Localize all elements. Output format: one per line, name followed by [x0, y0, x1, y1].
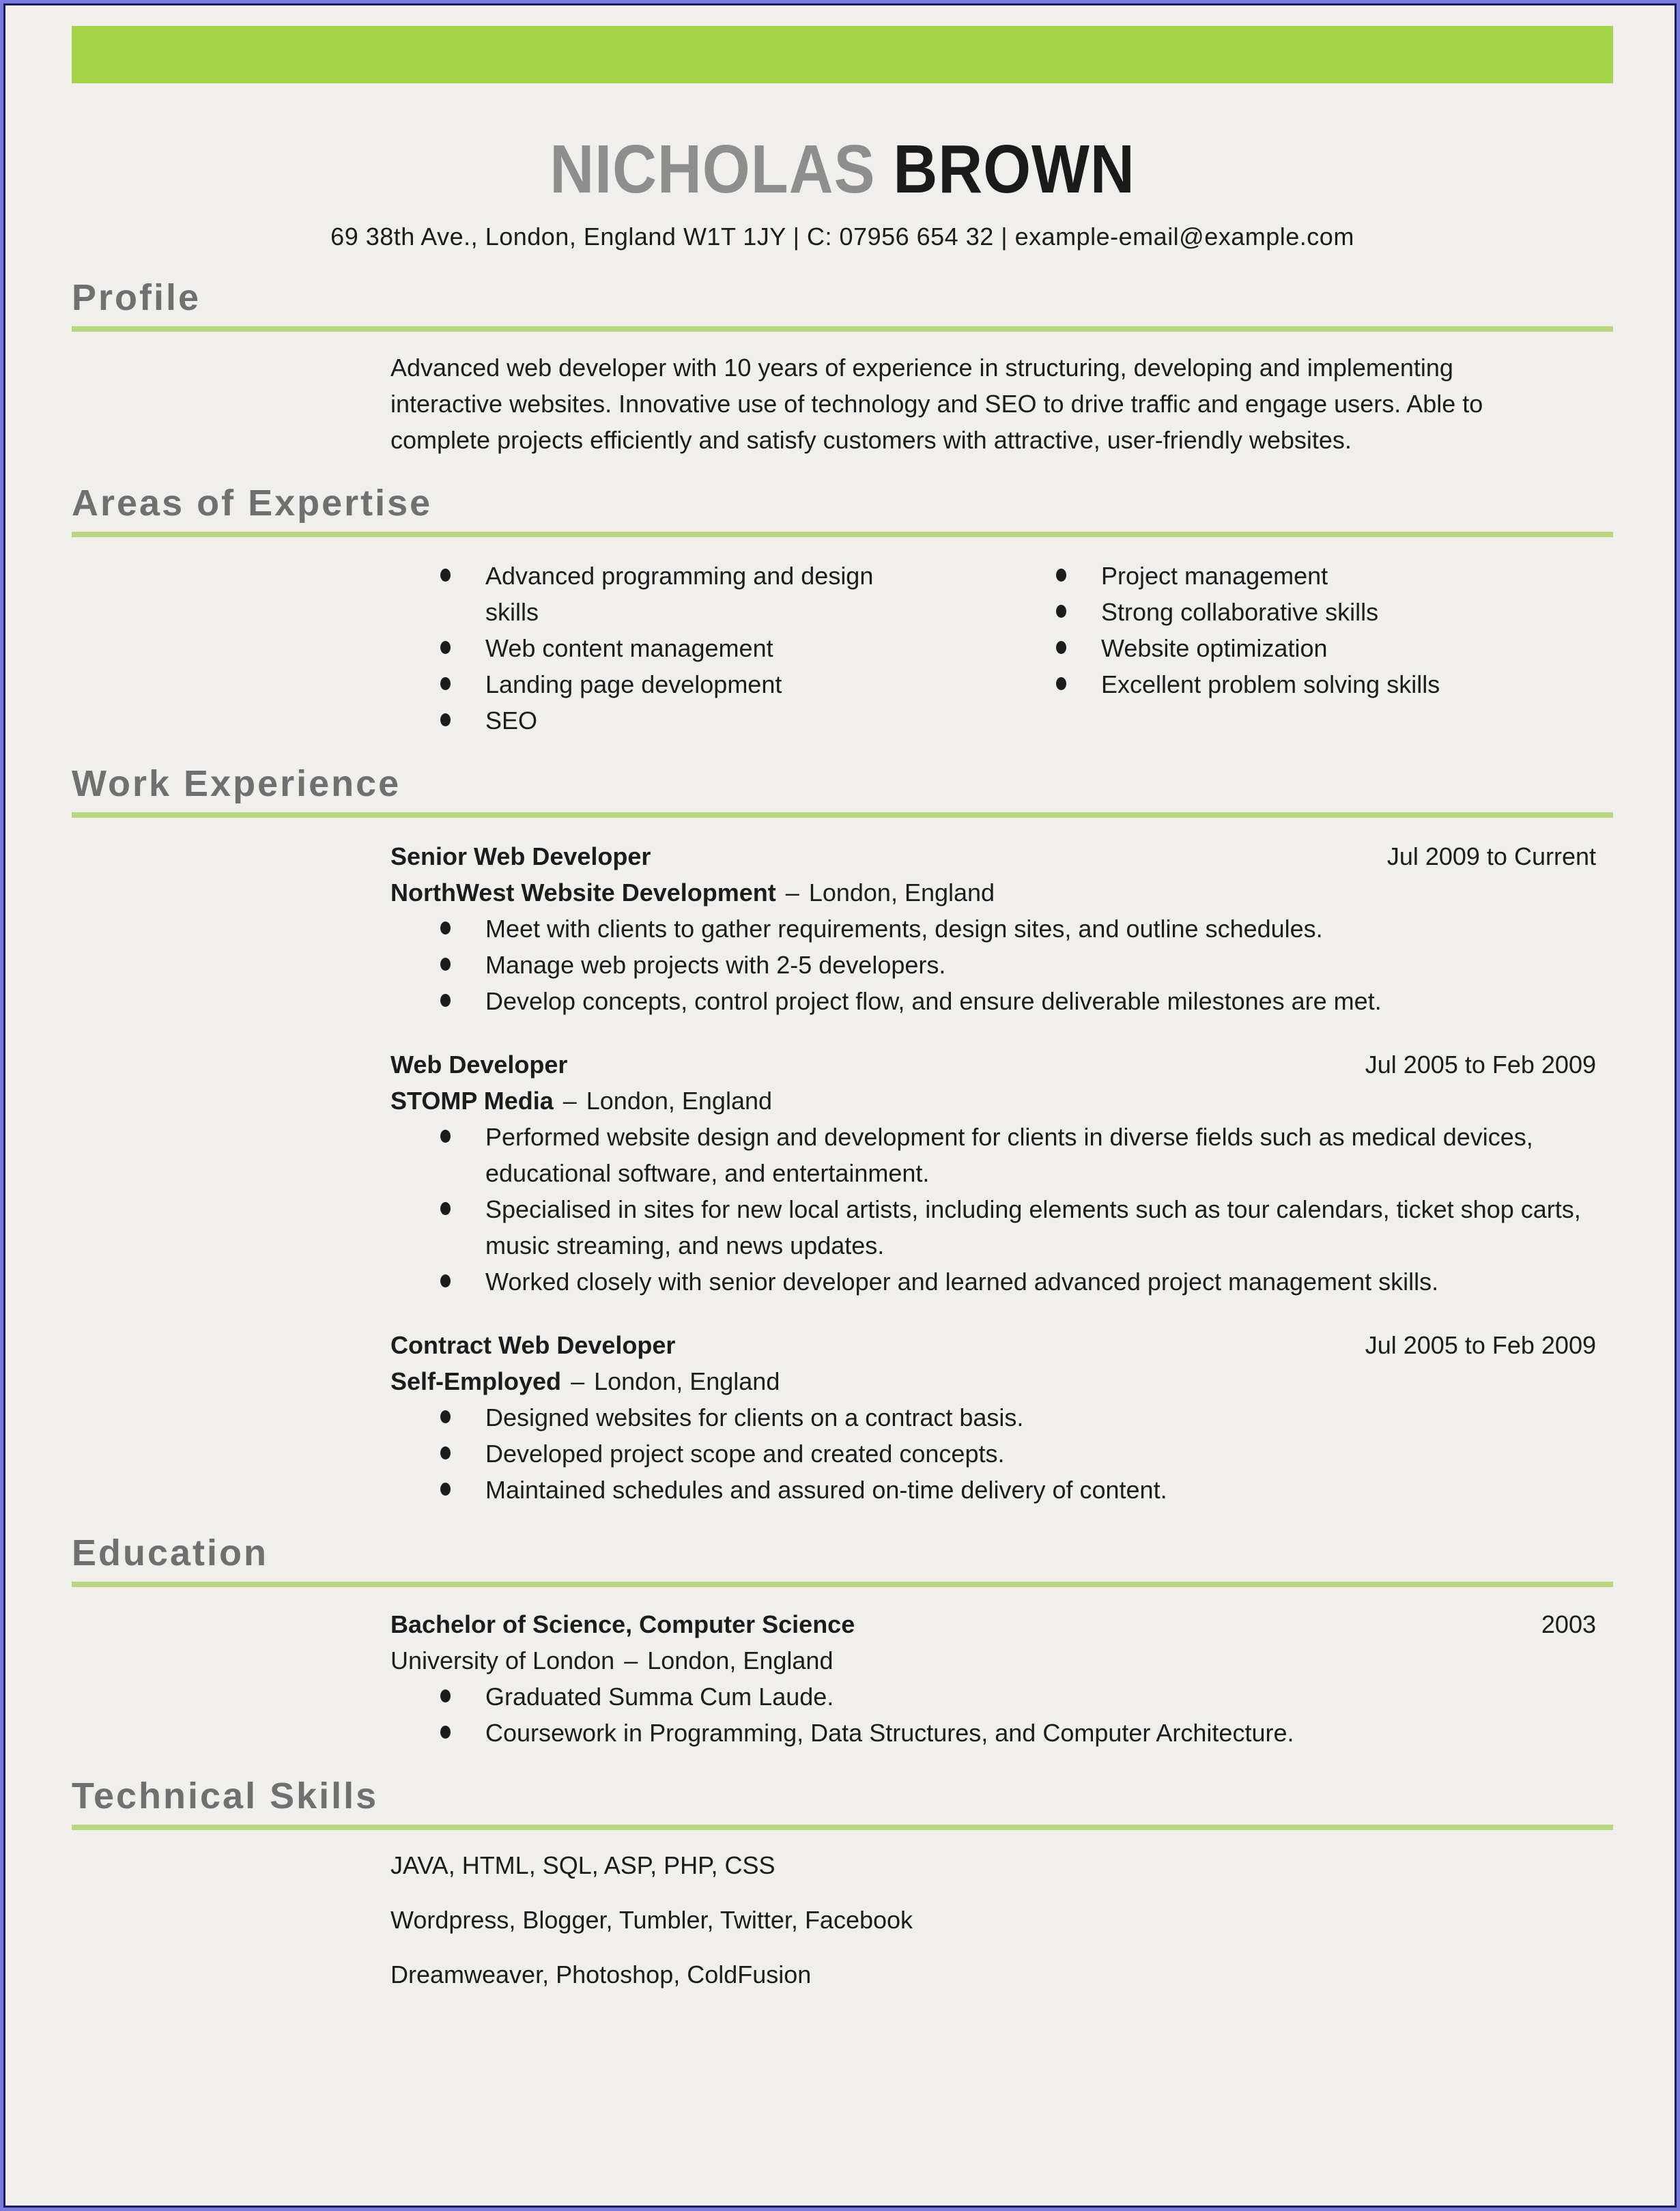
job-head-row: [390, 838, 1596, 874]
bullet-icon: [440, 1410, 451, 1423]
bullet-item: [390, 983, 1596, 1019]
page-content: [72, 26, 1613, 1994]
expertise-body: [390, 558, 1596, 739]
bullet-icon: [1056, 641, 1066, 654]
bullet-text: Project management: [1101, 562, 1328, 590]
section-rule: [72, 1582, 1613, 1587]
bullet-item: [440, 702, 1056, 739]
expertise-list-left: [440, 558, 1056, 739]
bullet-text: Coursework in Programming, Data Structures, and Computer Architecture.: [485, 1719, 1294, 1747]
job-entry: [390, 838, 1596, 1019]
expertise-list-right: [1056, 558, 1440, 739]
job-title: Senior Web Developer: [390, 842, 651, 870]
school-location: London, England: [647, 1646, 834, 1674]
last-name-text: BROWN: [893, 131, 1135, 208]
skills-heading: Technical Skills: [72, 1775, 379, 1816]
bullet-icon: [440, 1130, 451, 1143]
accent-bar: [72, 26, 1613, 83]
employer-line: [390, 1083, 1596, 1119]
bullet-text: Develop concepts, control project flow, and ensure deliverable milestones are met.: [485, 987, 1382, 1015]
school-name: University of London: [390, 1646, 615, 1674]
bullet-item: [390, 1436, 1596, 1472]
bullet-text: Worked closely with senior developer and learned advanced project management skills.: [485, 1268, 1439, 1296]
employer-line: [390, 874, 1596, 911]
dash-separator: –: [571, 1367, 585, 1395]
bullet-item: [1056, 666, 1440, 702]
bullet-icon: [1056, 569, 1066, 582]
expertise-heading: Areas of Expertise: [72, 483, 433, 524]
skills-line: JAVA, HTML, SQL, ASP, PHP, CSS: [390, 1851, 775, 1879]
bullet-text: Graduated Summa Cum Laude.: [485, 1683, 834, 1711]
bullet-icon: [440, 1202, 451, 1215]
skills-line: Dreamweaver, Photoshop, ColdFusion: [390, 1960, 812, 1988]
education-body: [390, 1606, 1596, 1751]
dash-separator: –: [785, 879, 799, 907]
bullet-item: [440, 558, 1056, 630]
contact-line: 69 38th Ave., London, England W1T 1JY | C: 07956 654 32 | example-email@example.com: [330, 223, 1354, 251]
bullet-icon: [440, 922, 451, 935]
education-bullets: [390, 1679, 1596, 1751]
job-dates: Jul 2005 to Feb 2009: [1365, 1331, 1596, 1359]
bullet-item: [390, 1191, 1596, 1264]
bullet-text: Website optimization: [1101, 634, 1328, 662]
bullet-icon: [440, 1274, 451, 1287]
section-rule: [72, 326, 1613, 332]
section-skills: [72, 1775, 1613, 1994]
job-location: London, England: [808, 879, 995, 907]
section-profile: [72, 277, 1613, 458]
education-entry: [390, 1606, 1596, 1751]
job-bullets: [390, 911, 1596, 1019]
bullet-item: [1056, 630, 1440, 666]
profile-body: [390, 350, 1596, 458]
job-title: Contract Web Developer: [390, 1331, 676, 1359]
section-rule: [72, 532, 1613, 537]
name-space: [875, 131, 893, 208]
bullet-icon: [440, 569, 451, 582]
bullet-text: Maintained schedules and assured on-time delivery of content.: [485, 1476, 1167, 1504]
bullet-item: [390, 911, 1596, 947]
job-dates: Jul 2005 to Feb 2009: [1365, 1051, 1596, 1079]
bullet-item: [390, 1264, 1596, 1300]
bullet-text: Developed project scope and created concepts.: [485, 1440, 1005, 1468]
employer-name: NorthWest Website Development: [390, 879, 776, 907]
education-heading: Education: [72, 1532, 269, 1573]
bullet-text: Strong collaborative skills: [1101, 598, 1379, 626]
job-head-row: [390, 1327, 1596, 1363]
employer-line: [390, 1363, 1596, 1399]
degree-text: Bachelor of Science, Computer Science: [390, 1610, 855, 1638]
bullet-text: Web content management: [485, 634, 773, 662]
bullet-item: [390, 947, 1596, 983]
section-education: [72, 1532, 1613, 1751]
bullet-item: [390, 1679, 1596, 1715]
bullet-item: [440, 666, 1056, 702]
section-rule: [72, 812, 1613, 818]
job-bullets: [390, 1119, 1596, 1300]
bullet-icon: [1056, 677, 1066, 690]
bullet-icon: [440, 1483, 451, 1496]
bullet-item: [440, 630, 1056, 666]
bullet-icon: [1056, 605, 1066, 618]
school-line: [390, 1642, 1596, 1679]
job-bullets: [390, 1399, 1596, 1508]
bullet-text: Manage web projects with 2-5 developers.: [485, 951, 946, 979]
expertise-columns: [390, 558, 1596, 739]
bullet-item: [390, 1715, 1596, 1751]
section-expertise: [72, 483, 1613, 739]
graduation-year: 2003: [1541, 1610, 1596, 1638]
bullet-text: Meet with clients to gather requirements, design sites, and outline schedules.: [485, 915, 1323, 943]
job-location: London, England: [594, 1367, 780, 1395]
employer-name: Self-Employed: [390, 1367, 562, 1395]
bullet-text: Excellent problem solving skills: [1101, 670, 1440, 698]
bullet-item: [1056, 594, 1440, 630]
bullet-item: [390, 1399, 1596, 1436]
job-head-row: [390, 1046, 1596, 1083]
bullet-text: Specialised in sites for new local artists, including elements such as tour calendars, ticket shop carts, music streaming, and news updates.: [485, 1195, 1581, 1259]
work-heading: Work Experience: [72, 763, 401, 804]
bullet-icon: [440, 1726, 451, 1739]
profile-paragraph: Advanced web developer with 10 years of experience in structuring, developing and implementing interactive websites. Innovative use of technology and SEO to drive traffic and engage users. Able to complete projects efficiently and satisfy customers with attractive, user-friendly websites.: [390, 354, 1483, 454]
job-dates: Jul 2009 to Current: [1386, 842, 1596, 870]
job-location: London, England: [586, 1087, 773, 1115]
section-rule: [72, 1825, 1613, 1830]
bullet-text: Performed website design and development for clients in diverse fields such as medical devices, educational software, and entertainment.: [485, 1123, 1533, 1187]
bullet-icon: [440, 713, 451, 726]
bullet-text: Advanced programming and design skills: [485, 562, 874, 626]
bullet-text: SEO: [485, 707, 538, 734]
dash-separator: –: [624, 1646, 638, 1674]
education-head-row: [390, 1606, 1596, 1642]
page-title: [149, 131, 1536, 208]
bullet-item: [1056, 558, 1440, 594]
bullet-item: [390, 1472, 1596, 1508]
employer-name: STOMP Media: [390, 1087, 554, 1115]
bullet-text: Landing page development: [485, 670, 782, 698]
skills-line: Wordpress, Blogger, Tumbler, Twitter, Facebook: [390, 1906, 913, 1934]
section-work: [72, 763, 1613, 1508]
bullet-item: [390, 1119, 1596, 1191]
bullet-icon: [440, 1689, 451, 1702]
bullet-icon: [440, 1446, 451, 1459]
profile-heading: Profile: [72, 277, 201, 318]
job-entry: [390, 1327, 1596, 1508]
bullet-text: Designed websites for clients on a contract basis.: [485, 1403, 1024, 1431]
dash-separator: –: [563, 1087, 577, 1115]
skills-body: [390, 1846, 1596, 1994]
first-name-text: NICHOLAS: [550, 131, 876, 208]
bullet-icon: [440, 994, 451, 1007]
bullet-icon: [440, 641, 451, 654]
bullet-icon: [440, 677, 451, 690]
jobs-container: [390, 838, 1596, 1508]
job-title: Web Developer: [390, 1051, 568, 1079]
bullet-icon: [440, 958, 451, 971]
job-entry: [390, 1046, 1596, 1300]
